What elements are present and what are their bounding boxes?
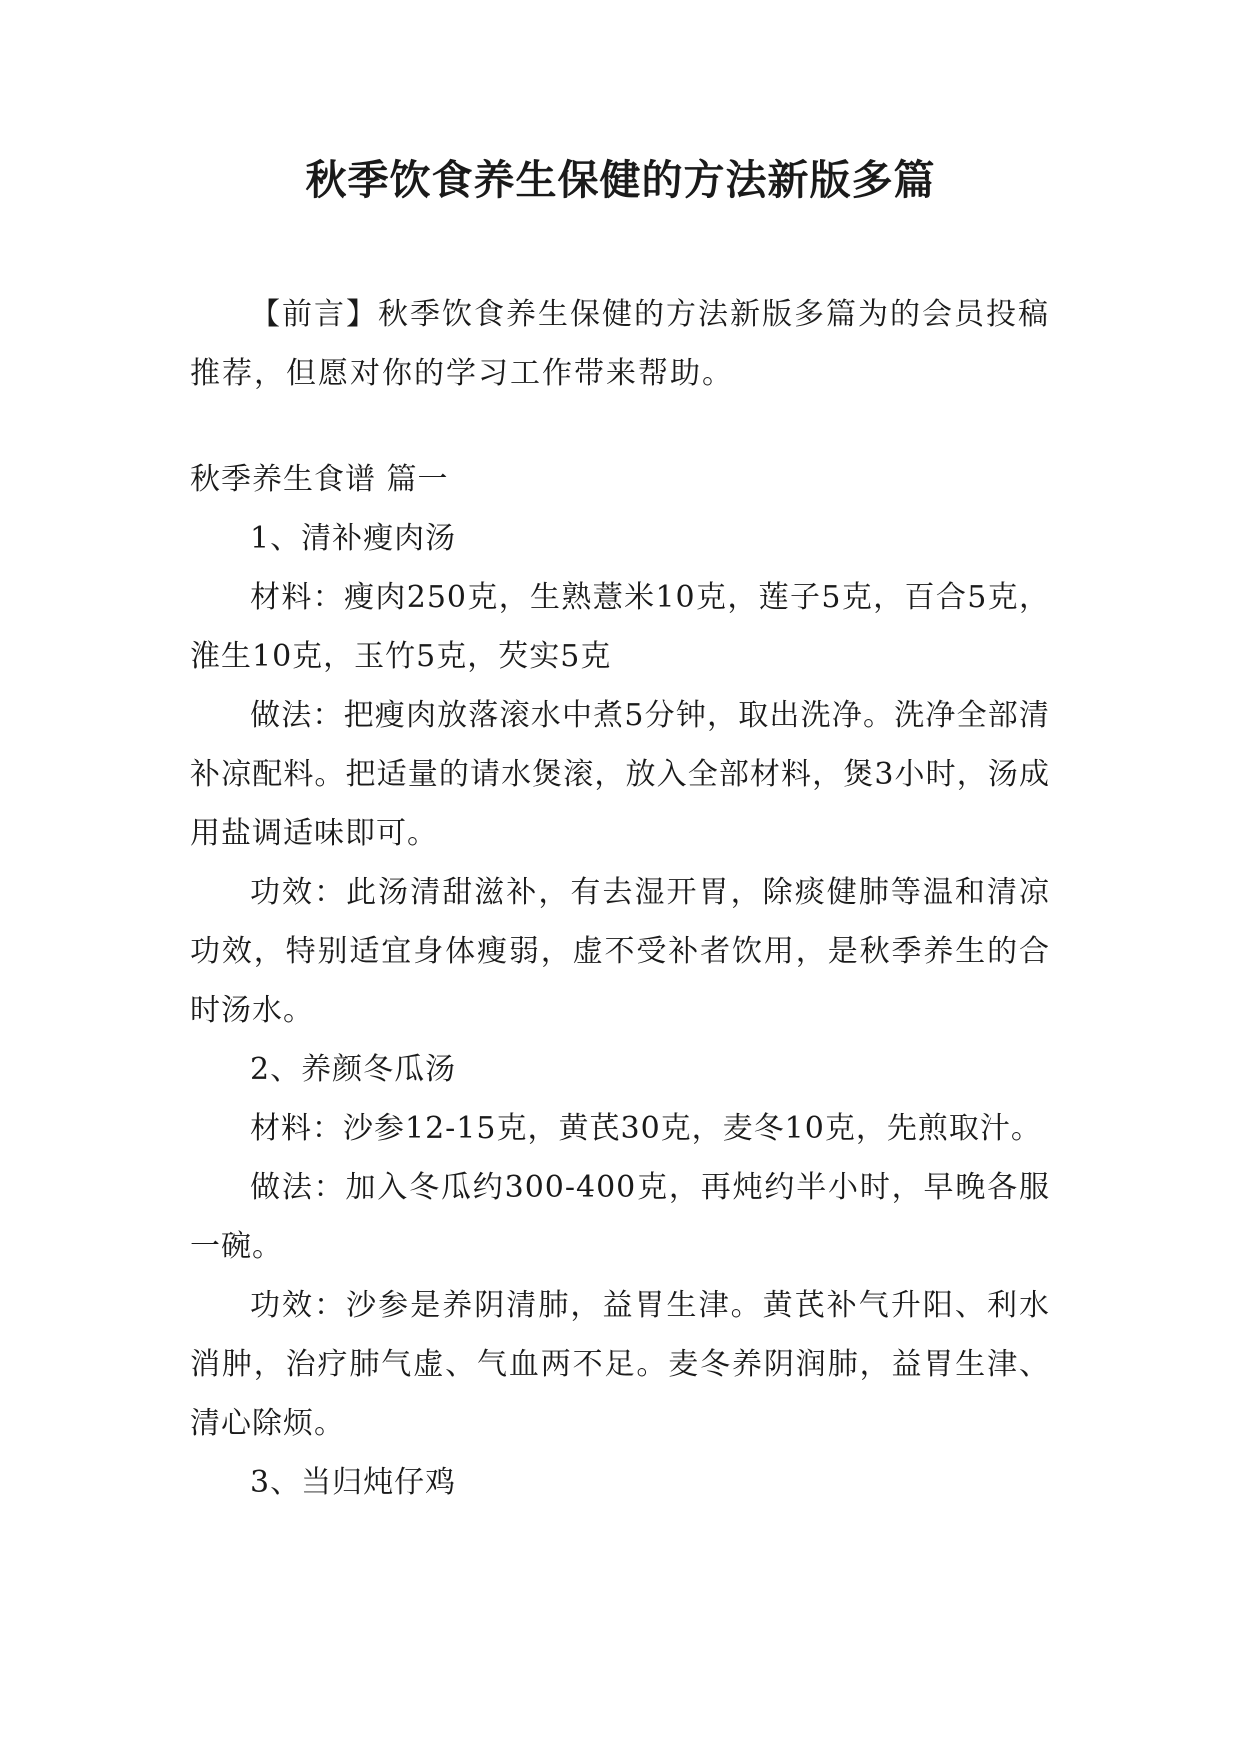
recipe-2-effects: 功效：沙参是养阴清肺，益胃生津。黄芪补气升阳、利水消肿，治疗肺气虚、气血两不足。麦冬养阴润肺，益胃生津、清心除烦。 bbox=[190, 1288, 1050, 1441]
preface-paragraph: 【前言】秋季饮食养生保健的方法新版多篇为的会员投稿推荐，但愿对你的学习工作带来帮助。 bbox=[190, 297, 1050, 391]
section-heading: 秋季养生食谱 篇一 bbox=[190, 462, 449, 497]
document-body bbox=[190, 285, 1050, 1512]
recipe-2-title: 2、养颜冬瓜汤 bbox=[250, 1052, 457, 1087]
recipe-2-ingredients: 材料：沙参12-15克，黄芪30克，麦冬10克，先煎取汁。 bbox=[250, 1111, 1042, 1146]
document-title: 秋季饮食养生保健的方法新版多篇 bbox=[305, 156, 936, 204]
recipe-3-title: 3、当归炖仔鸡 bbox=[250, 1465, 457, 1500]
recipe-1-effects: 功效：此汤清甜滋补，有去湿开胃，除痰健肺等温和清凉功效，特别适宜身体瘦弱，虚不受补者饮用，是秋季养生的合时汤水。 bbox=[190, 875, 1050, 1028]
recipe-1-method: 做法：把瘦肉放落滚水中煮5分钟，取出洗净。洗净全部清补凉配料。把适量的请水煲滚，放入全部材料，煲3小时，汤成用盐调适味即可。 bbox=[190, 698, 1050, 851]
recipe-1-title: 1、清补瘦肉汤 bbox=[250, 521, 457, 556]
recipe-2-method: 做法：加入冬瓜约300-400克，再炖约半小时，早晚各服一碗。 bbox=[190, 1170, 1050, 1264]
recipe-1-ingredients: 材料：瘦肉250克，生熟薏米10克，莲子5克，百合5克，淮生10克，玉竹5克，芡实5克 bbox=[190, 580, 1050, 674]
